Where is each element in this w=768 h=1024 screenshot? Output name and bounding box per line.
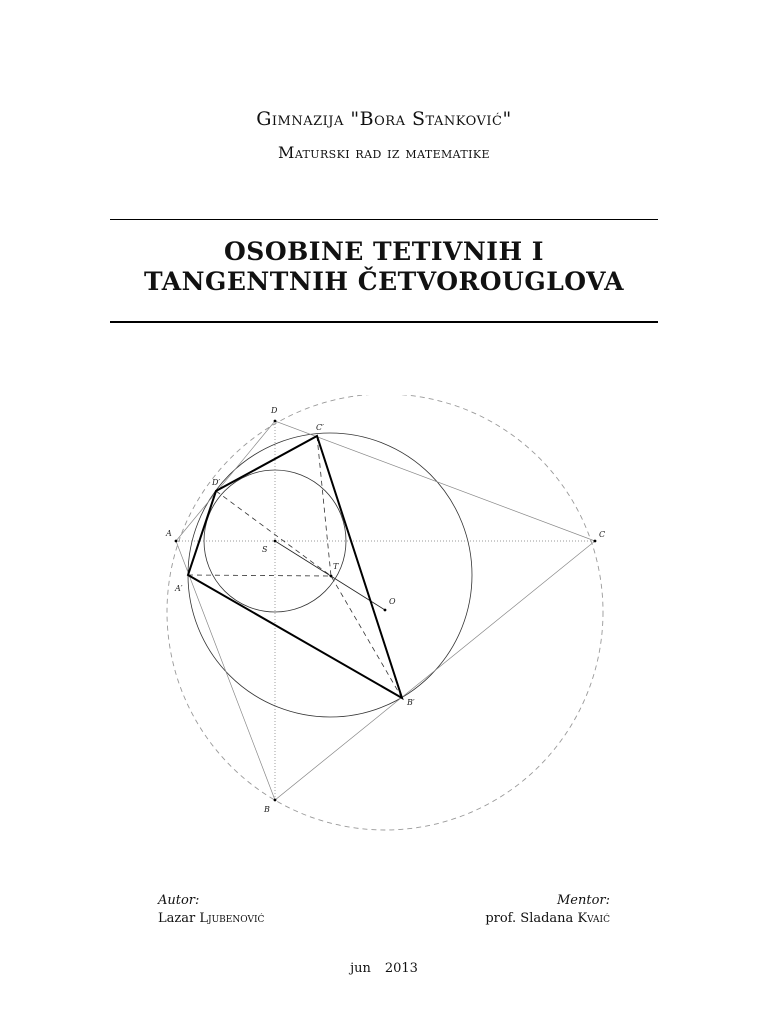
point-s	[274, 540, 277, 543]
label-d: D	[271, 406, 278, 415]
page-title	[0, 237, 768, 297]
point-c	[594, 540, 597, 543]
mentor-first-name: prof. Sladana	[485, 911, 574, 926]
label-b-prime: B′	[407, 698, 415, 707]
dashed-aprime-t	[188, 575, 331, 576]
label-s: S	[262, 545, 268, 554]
label-a-prime: A′	[175, 584, 183, 593]
geometry-figure	[0, 395, 768, 835]
author-name	[158, 911, 264, 926]
dashed-dprime-t	[216, 491, 331, 576]
label-d-prime: D′	[212, 478, 221, 487]
school-name: Gimnazija "Bora Stanković"	[256, 108, 512, 130]
mentor-name	[485, 911, 610, 926]
label-c-prime: C′	[316, 423, 324, 432]
label-o: O	[389, 597, 396, 606]
author-first-name: Lazar	[158, 911, 196, 926]
paper-subtitle: Maturski rad iz matematike	[278, 143, 490, 162]
circumcircle-dashed	[167, 395, 606, 830]
mentor-last-name: Kvaić	[577, 911, 610, 926]
point-a	[175, 540, 178, 543]
point-o	[384, 609, 387, 612]
label-a: A	[166, 529, 172, 538]
date-year: 2013	[384, 961, 418, 976]
author-caption: Autor:	[158, 893, 200, 908]
title-line-2: TANGENTNIH ČETVOROUGLOVA	[144, 267, 624, 296]
title-line-1: OSOBINE TETIVNIH I	[224, 237, 544, 266]
label-c: C	[599, 530, 606, 539]
dashed-bprime-t	[331, 576, 402, 698]
bottom-rule	[110, 321, 658, 323]
label-b: B	[264, 805, 270, 814]
quadrilateral-abcd-prime	[188, 436, 402, 698]
date-line	[0, 961, 768, 976]
date-month: jun	[350, 961, 371, 976]
mentor-caption: Mentor:	[556, 893, 610, 908]
point-t	[330, 575, 333, 578]
label-t: T	[333, 562, 339, 571]
author-last-name: Ljubenović	[199, 911, 265, 926]
point-b	[274, 799, 277, 802]
point-d	[274, 420, 277, 423]
top-rule	[110, 219, 658, 220]
